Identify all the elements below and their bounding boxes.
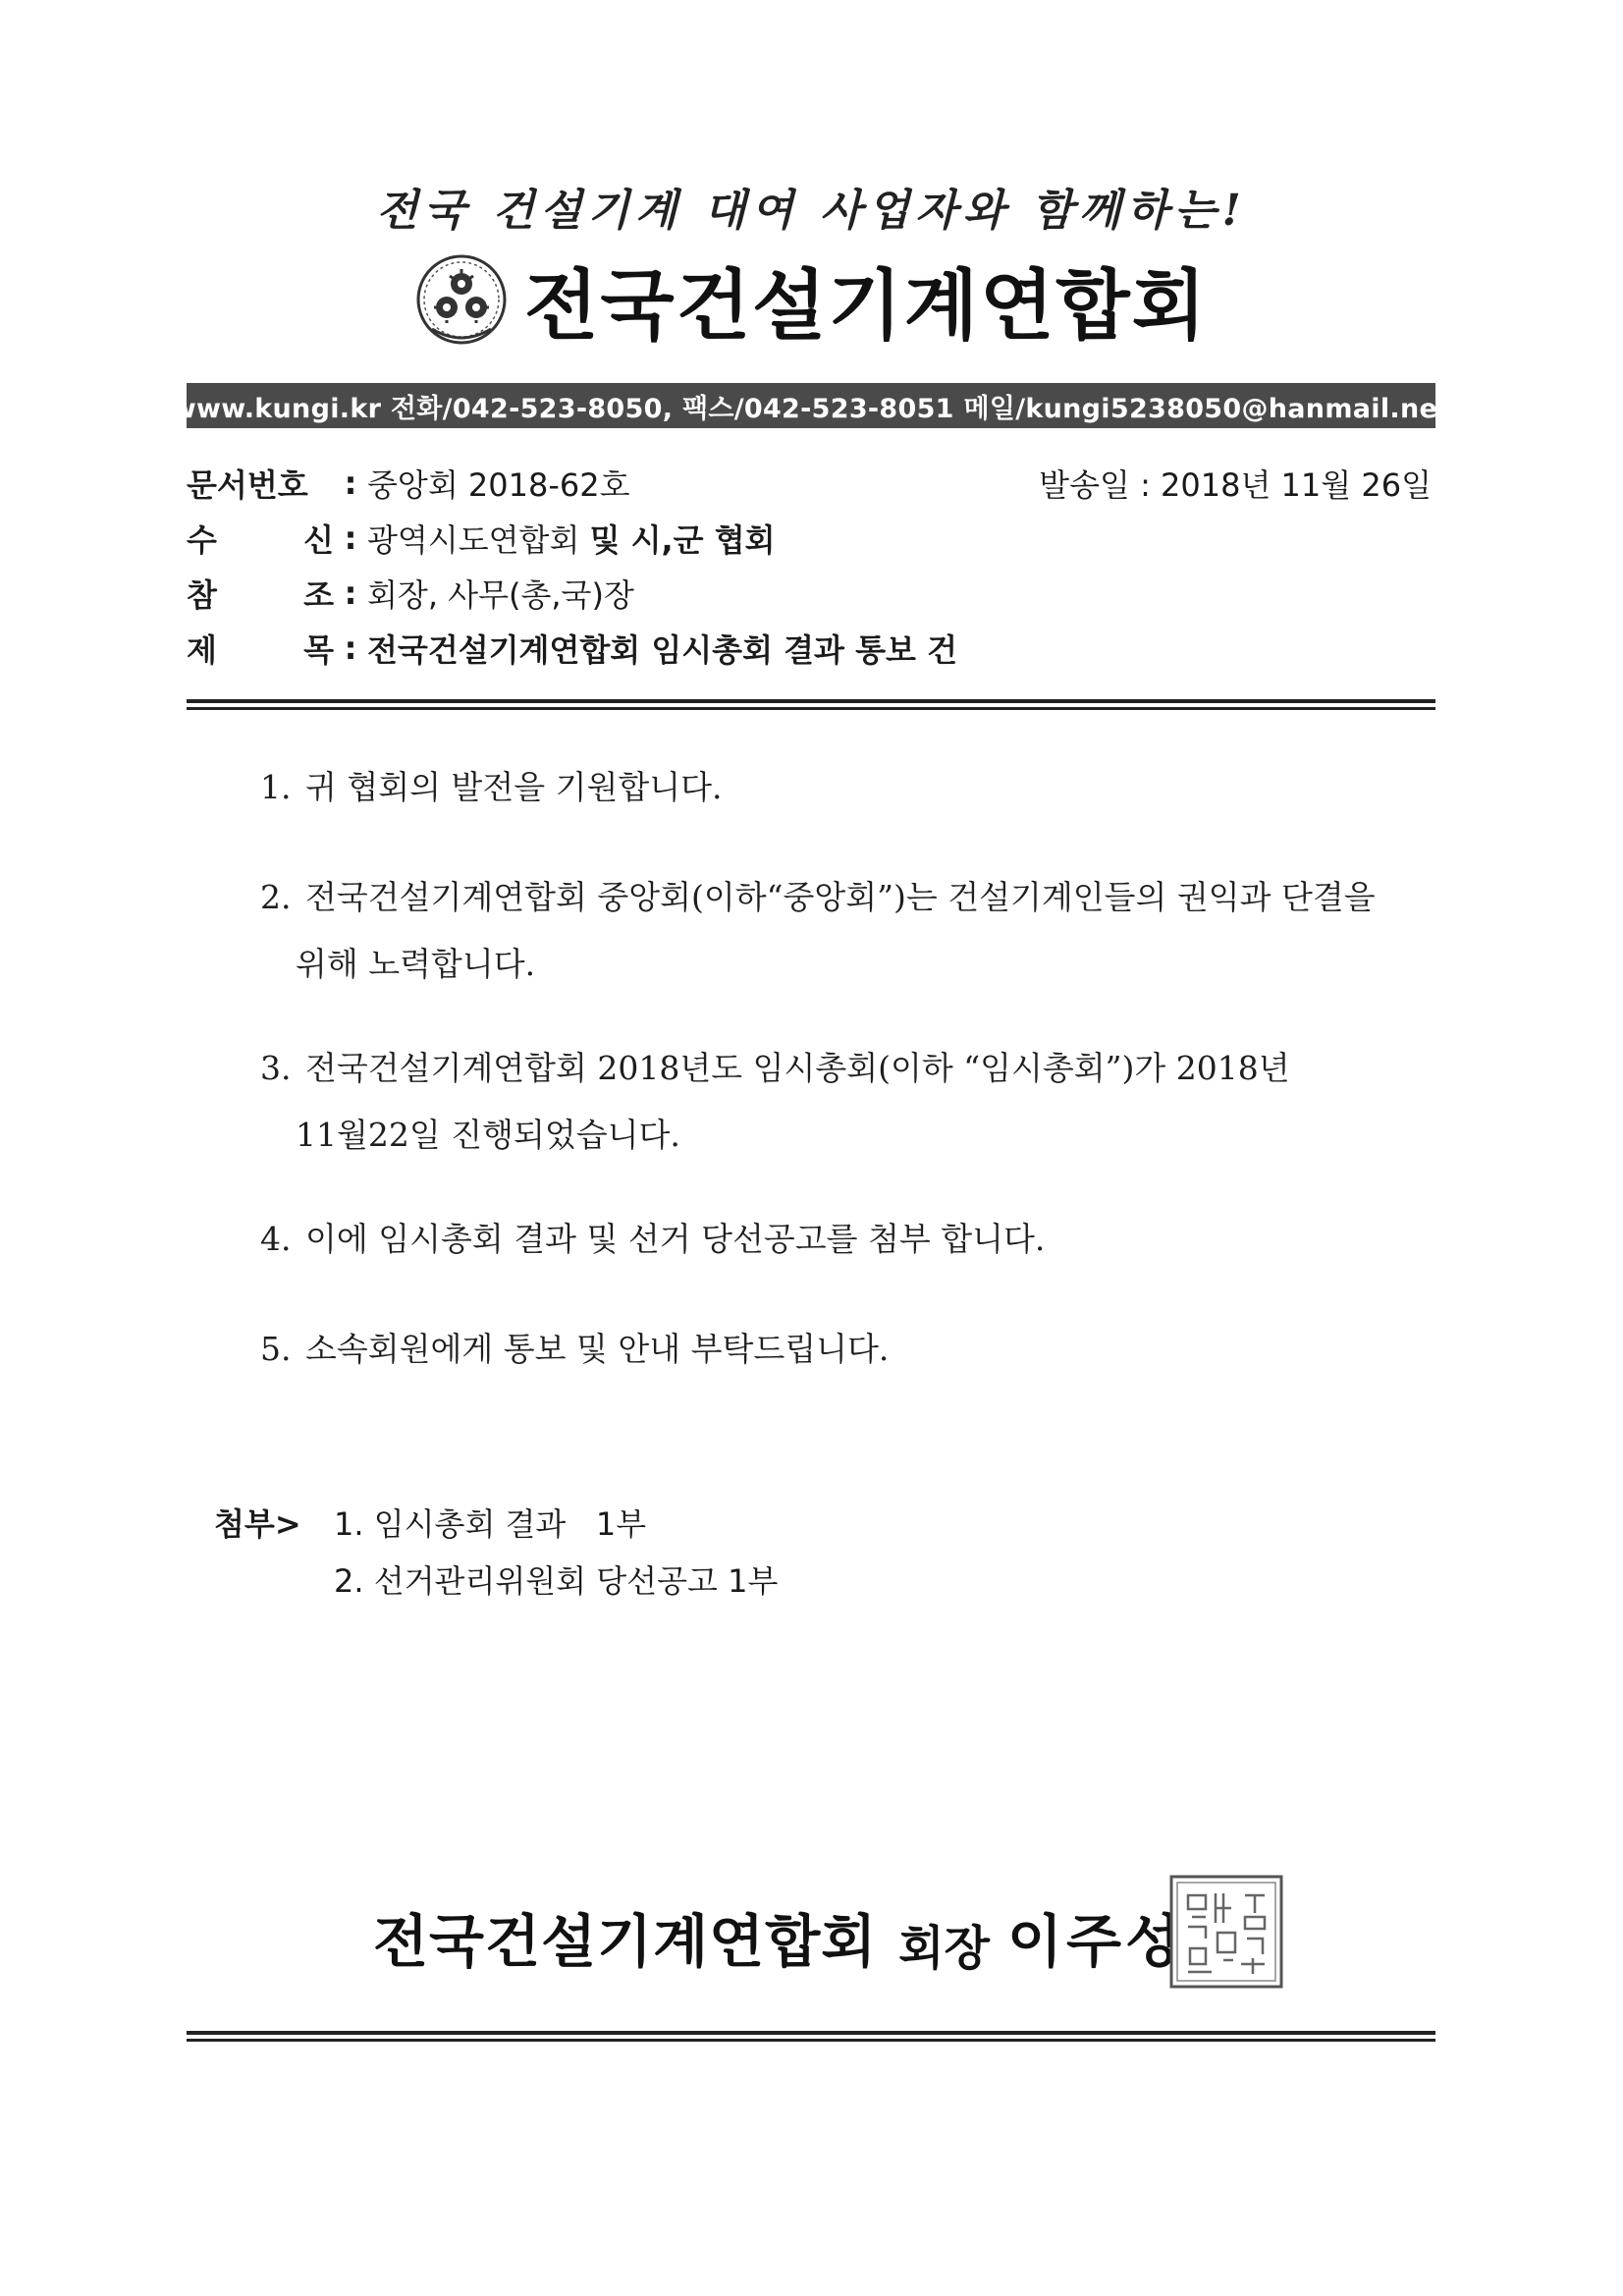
- body-item-1: [260, 754, 1438, 821]
- item-number: 5.: [260, 1330, 292, 1368]
- item-text: 귀 협회의 발전을 기원합니다.: [305, 768, 723, 806]
- subject: 전국건설기계연합회 임시총회 결과 통보 건: [367, 631, 957, 669]
- recipient-label-b: 신: [303, 521, 334, 559]
- colon: :: [344, 465, 357, 502]
- attachment-row-1: [214, 1495, 646, 1554]
- body-item-4: [260, 1206, 1438, 1273]
- send-date: 발송일 : 2018년 11월 26일: [1039, 466, 1432, 504]
- body-item-5: [260, 1316, 1438, 1383]
- item-number: 4.: [260, 1220, 292, 1258]
- signature-title: 회장: [898, 1921, 991, 1976]
- item-text: 소속회원에게 통보 및 안내 부탁드립니다.: [305, 1330, 890, 1368]
- recipient-plain: 광역시도연합회: [367, 521, 590, 559]
- reference: 회장, 사무(총,국)장: [367, 576, 634, 614]
- item-text: 전국건설기계연합회 중앙회(이하“중앙회”)는 건설기계인들의 권익과 단결을: [305, 878, 1376, 916]
- body-item-2: [260, 864, 1438, 998]
- recipient-bold: 및 시,군 협회: [589, 521, 776, 559]
- subject-row: [187, 619, 957, 678]
- official-seal-icon: [1168, 1874, 1284, 1990]
- item-text-continued: 위해 노력합니다.: [296, 945, 536, 983]
- signature-org: 전국건설기계연합회: [373, 1908, 878, 1975]
- colon: :: [344, 519, 357, 557]
- subject-label-b: 목: [303, 631, 334, 669]
- subject-label: [187, 626, 334, 671]
- reference-label-b: 조: [303, 576, 334, 614]
- reference-label: [187, 571, 334, 616]
- reference-label-a: 참: [187, 576, 217, 614]
- colon: :: [344, 629, 357, 667]
- gear-emblem-icon: [412, 250, 511, 349]
- attachment-label: 첨부>: [214, 1505, 301, 1543]
- doc-number-row: [187, 454, 630, 513]
- doc-number-label: 문서번호: [187, 466, 308, 504]
- recipient-label: [187, 516, 334, 561]
- org-name: 전국건설기계연합회: [524, 262, 1209, 351]
- item-number: 3.: [260, 1049, 292, 1087]
- slogan: 전국 건설기계 대여 사업자와 함께하는!: [376, 186, 1247, 236]
- attachment-row-2: [214, 1552, 778, 1611]
- colon: :: [344, 574, 357, 612]
- signature-name: 이주성: [1007, 1908, 1185, 1975]
- footer-divider: [187, 2031, 1435, 2042]
- recipient-row: [187, 509, 776, 568]
- item-text: 이에 임시총회 결과 및 선거 당선공고를 첨부 합니다.: [305, 1220, 1046, 1258]
- attachment-item: 1. 임시총회 결과 1부: [334, 1505, 647, 1543]
- signature: [373, 1895, 1184, 1978]
- subject-label-a: 제: [187, 631, 217, 669]
- doc-number: 중앙회 2018-62호: [367, 466, 630, 504]
- contact-bar: www.kungi.kr 전화/042-523-8050, 팩스/042-523-8051 메일/kungi5238050@hanmail.net: [187, 383, 1435, 428]
- org-header: [412, 241, 1208, 358]
- attachment-item: 2. 선거관리위원회 당선공고 1부: [334, 1562, 779, 1600]
- item-number: 1.: [260, 768, 292, 806]
- recipient-label-a: 수: [187, 521, 217, 559]
- body-item-3: [260, 1035, 1438, 1169]
- header-divider: [187, 699, 1435, 710]
- recipient: [367, 516, 776, 561]
- item-number: 2.: [260, 878, 292, 916]
- item-text-continued: 11월22일 진행되었습니다.: [296, 1116, 680, 1154]
- reference-row: [187, 564, 634, 623]
- item-text: 전국건설기계연합회 2018년도 임시총회(이하 “임시총회”)가 2018년: [305, 1049, 1290, 1087]
